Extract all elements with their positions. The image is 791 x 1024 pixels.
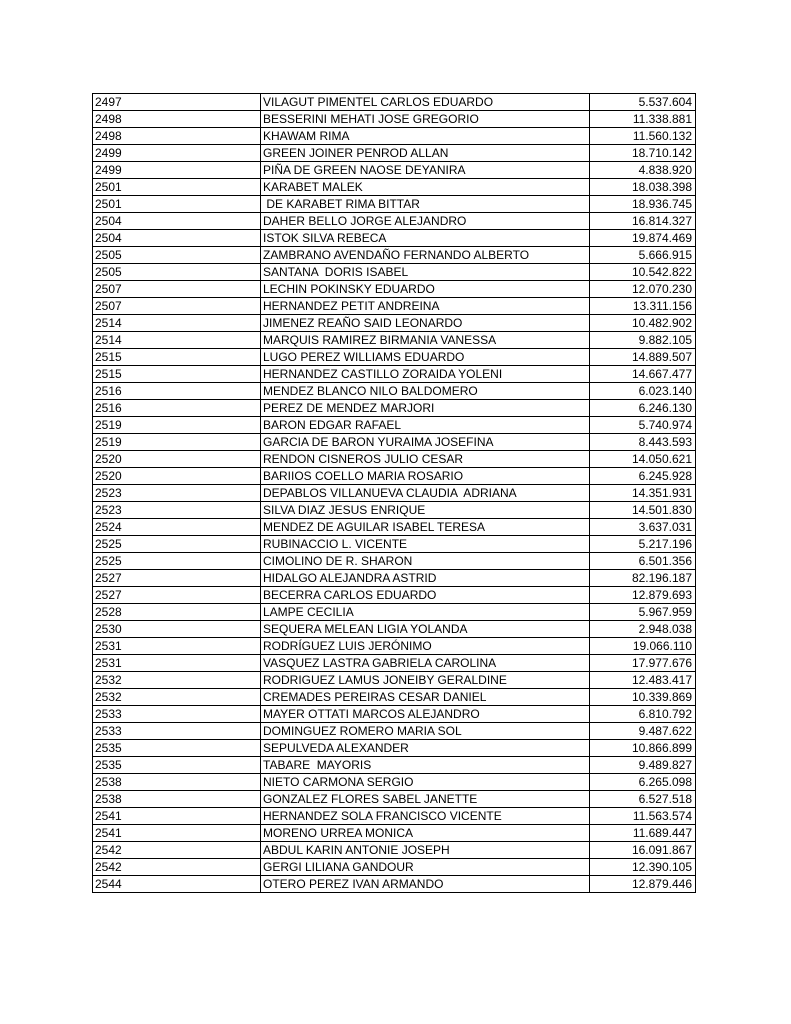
amount-cell: 17.977.676 xyxy=(590,655,696,672)
name-cell: LUGO PEREZ WILLIAMS EDUARDO xyxy=(261,349,590,366)
table-row xyxy=(93,417,696,434)
name-cell: CIMOLINO DE R. SHARON xyxy=(261,553,590,570)
table-row xyxy=(93,655,696,672)
name-cell: SILVA DIAZ JESUS ENRIQUE xyxy=(261,502,590,519)
name-cell: GONZALEZ FLORES SABEL JANETTE xyxy=(261,791,590,808)
name-cell: BESSERINI MEHATI JOSE GREGORIO xyxy=(261,111,590,128)
amount-cell: 5.217.196 xyxy=(590,536,696,553)
amount-cell: 6.023.140 xyxy=(590,383,696,400)
name-cell: ZAMBRANO AVENDAÑO FERNANDO ALBERTO xyxy=(261,247,590,264)
amount-cell: 14.667.477 xyxy=(590,366,696,383)
amount-cell: 14.501.830 xyxy=(590,502,696,519)
table-row xyxy=(93,553,696,570)
table-row xyxy=(93,213,696,230)
code-cell: 2523 xyxy=(93,502,261,519)
code-cell: 2516 xyxy=(93,383,261,400)
name-cell: SANTANA DORIS ISABEL xyxy=(261,264,590,281)
code-cell: 2499 xyxy=(93,162,261,179)
name-cell: RODRÍGUEZ LUIS JERÓNIMO xyxy=(261,638,590,655)
name-cell: SEQUERA MELEAN LIGIA YOLANDA xyxy=(261,621,590,638)
name-cell: DE KARABET RIMA BITTAR xyxy=(261,196,590,213)
amount-cell: 16.814.327 xyxy=(590,213,696,230)
table-row xyxy=(93,519,696,536)
code-cell: 2533 xyxy=(93,706,261,723)
amount-cell: 18.038.398 xyxy=(590,179,696,196)
table-row xyxy=(93,451,696,468)
table-row xyxy=(93,332,696,349)
code-cell: 2541 xyxy=(93,825,261,842)
amount-cell: 10.339.869 xyxy=(590,689,696,706)
records-table xyxy=(92,93,696,893)
name-cell: PEREZ DE MENDEZ MARJORI xyxy=(261,400,590,417)
code-cell: 2501 xyxy=(93,196,261,213)
amount-cell: 10.482.902 xyxy=(590,315,696,332)
table-row xyxy=(93,825,696,842)
amount-cell: 6.265.098 xyxy=(590,774,696,791)
table-row xyxy=(93,349,696,366)
code-cell: 2519 xyxy=(93,434,261,451)
table-row xyxy=(93,536,696,553)
amount-cell: 5.537.604 xyxy=(590,94,696,111)
name-cell: LECHIN POKINSKY EDUARDO xyxy=(261,281,590,298)
amount-cell: 11.563.574 xyxy=(590,808,696,825)
records-table-body xyxy=(93,94,696,893)
name-cell: DEPABLOS VILLANUEVA CLAUDIA ADRIANA xyxy=(261,485,590,502)
amount-cell: 6.810.792 xyxy=(590,706,696,723)
amount-cell: 9.882.105 xyxy=(590,332,696,349)
amount-cell: 11.338.881 xyxy=(590,111,696,128)
code-cell: 2535 xyxy=(93,757,261,774)
code-cell: 2530 xyxy=(93,621,261,638)
name-cell: DAHER BELLO JORGE ALEJANDRO xyxy=(261,213,590,230)
amount-cell: 5.740.974 xyxy=(590,417,696,434)
table-row xyxy=(93,723,696,740)
name-cell: BARON EDGAR RAFAEL xyxy=(261,417,590,434)
code-cell: 2504 xyxy=(93,213,261,230)
table-row xyxy=(93,400,696,417)
code-cell: 2527 xyxy=(93,570,261,587)
amount-cell: 12.483.417 xyxy=(590,672,696,689)
amount-cell: 2.948.038 xyxy=(590,621,696,638)
name-cell: MAYER OTTATI MARCOS ALEJANDRO xyxy=(261,706,590,723)
amount-cell: 5.666.915 xyxy=(590,247,696,264)
table-row xyxy=(93,366,696,383)
table-row xyxy=(93,247,696,264)
amount-cell: 9.489.827 xyxy=(590,757,696,774)
name-cell: VASQUEZ LASTRA GABRIELA CAROLINA xyxy=(261,655,590,672)
table-row xyxy=(93,621,696,638)
code-cell: 2527 xyxy=(93,587,261,604)
name-cell: KARABET MALEK xyxy=(261,179,590,196)
amount-cell: 6.245.928 xyxy=(590,468,696,485)
table-row xyxy=(93,468,696,485)
name-cell: VILAGUT PIMENTEL CARLOS EDUARDO xyxy=(261,94,590,111)
table-row xyxy=(93,876,696,893)
amount-cell: 11.689.447 xyxy=(590,825,696,842)
code-cell: 2531 xyxy=(93,655,261,672)
amount-cell: 12.070.230 xyxy=(590,281,696,298)
amount-cell: 10.542.822 xyxy=(590,264,696,281)
amount-cell: 12.879.446 xyxy=(590,876,696,893)
table-row xyxy=(93,502,696,519)
code-cell: 2514 xyxy=(93,332,261,349)
amount-cell: 18.936.745 xyxy=(590,196,696,213)
code-cell: 2507 xyxy=(93,281,261,298)
code-cell: 2535 xyxy=(93,740,261,757)
amount-cell: 11.560.132 xyxy=(590,128,696,145)
name-cell: CREMADES PEREIRAS CESAR DANIEL xyxy=(261,689,590,706)
name-cell: DOMINGUEZ ROMERO MARIA SOL xyxy=(261,723,590,740)
amount-cell: 6.501.356 xyxy=(590,553,696,570)
amount-cell: 10.866.899 xyxy=(590,740,696,757)
table-row xyxy=(93,264,696,281)
code-cell: 2498 xyxy=(93,111,261,128)
table-row xyxy=(93,128,696,145)
table-row xyxy=(93,383,696,400)
code-cell: 2519 xyxy=(93,417,261,434)
table-row xyxy=(93,587,696,604)
table-row xyxy=(93,315,696,332)
code-cell: 2504 xyxy=(93,230,261,247)
code-cell: 2525 xyxy=(93,536,261,553)
name-cell: ABDUL KARIN ANTONIE JOSEPH xyxy=(261,842,590,859)
code-cell: 2532 xyxy=(93,689,261,706)
name-cell: RUBINACCIO L. VICENTE xyxy=(261,536,590,553)
table-row xyxy=(93,672,696,689)
code-cell: 2525 xyxy=(93,553,261,570)
name-cell: BECERRA CARLOS EDUARDO xyxy=(261,587,590,604)
name-cell: MORENO URREA MONICA xyxy=(261,825,590,842)
code-cell: 2544 xyxy=(93,876,261,893)
code-cell: 2505 xyxy=(93,264,261,281)
name-cell: RENDON CISNEROS JULIO CESAR xyxy=(261,451,590,468)
table-row xyxy=(93,485,696,502)
name-cell: HIDALGO ALEJANDRA ASTRID xyxy=(261,570,590,587)
name-cell: HERNANDEZ PETIT ANDREINA xyxy=(261,298,590,315)
name-cell: GARCIA DE BARON YURAIMA JOSEFINA xyxy=(261,434,590,451)
name-cell: MENDEZ BLANCO NILO BALDOMERO xyxy=(261,383,590,400)
table-row xyxy=(93,757,696,774)
amount-cell: 13.311.156 xyxy=(590,298,696,315)
code-cell: 2531 xyxy=(93,638,261,655)
table-row xyxy=(93,808,696,825)
amount-cell: 9.487.622 xyxy=(590,723,696,740)
amount-cell: 8.443.593 xyxy=(590,434,696,451)
amount-cell: 14.351.931 xyxy=(590,485,696,502)
amount-cell: 19.066.110 xyxy=(590,638,696,655)
table-row xyxy=(93,740,696,757)
amount-cell: 12.390.105 xyxy=(590,859,696,876)
table-row xyxy=(93,145,696,162)
code-cell: 2532 xyxy=(93,672,261,689)
amount-cell: 14.889.507 xyxy=(590,349,696,366)
name-cell: GREEN JOINER PENROD ALLAN xyxy=(261,145,590,162)
code-cell: 2542 xyxy=(93,859,261,876)
code-cell: 2523 xyxy=(93,485,261,502)
amount-cell: 3.637.031 xyxy=(590,519,696,536)
table-row xyxy=(93,842,696,859)
code-cell: 2541 xyxy=(93,808,261,825)
name-cell: HERNANDEZ SOLA FRANCISCO VICENTE xyxy=(261,808,590,825)
code-cell: 2507 xyxy=(93,298,261,315)
table-row xyxy=(93,638,696,655)
code-cell: 2542 xyxy=(93,842,261,859)
name-cell: LAMPE CECILIA xyxy=(261,604,590,621)
name-cell: MENDEZ DE AGUILAR ISABEL TERESA xyxy=(261,519,590,536)
table-row xyxy=(93,162,696,179)
table-row xyxy=(93,859,696,876)
name-cell: TABARE MAYORIS xyxy=(261,757,590,774)
table-row xyxy=(93,111,696,128)
name-cell: PIÑA DE GREEN NAOSE DEYANIRA xyxy=(261,162,590,179)
code-cell: 2501 xyxy=(93,179,261,196)
amount-cell: 19.874.469 xyxy=(590,230,696,247)
name-cell: RODRIGUEZ LAMUS JONEIBY GERALDINE xyxy=(261,672,590,689)
name-cell: ISTOK SILVA REBECA xyxy=(261,230,590,247)
name-cell: SEPULVEDA ALEXANDER xyxy=(261,740,590,757)
amount-cell: 6.527.518 xyxy=(590,791,696,808)
table-row xyxy=(93,281,696,298)
amount-cell: 14.050.621 xyxy=(590,451,696,468)
table-row xyxy=(93,196,696,213)
code-cell: 2505 xyxy=(93,247,261,264)
table-row xyxy=(93,570,696,587)
code-cell: 2515 xyxy=(93,366,261,383)
name-cell: JIMENEZ REAÑO SAID LEONARDO xyxy=(261,315,590,332)
amount-cell: 12.879.693 xyxy=(590,587,696,604)
amount-cell: 4.838.920 xyxy=(590,162,696,179)
table-row xyxy=(93,706,696,723)
table-row xyxy=(93,179,696,196)
code-cell: 2528 xyxy=(93,604,261,621)
code-cell: 2533 xyxy=(93,723,261,740)
code-cell: 2499 xyxy=(93,145,261,162)
name-cell: BARIIOS COELLO MARIA ROSARIO xyxy=(261,468,590,485)
table-row xyxy=(93,689,696,706)
code-cell: 2516 xyxy=(93,400,261,417)
table-row xyxy=(93,604,696,621)
table-row xyxy=(93,94,696,111)
table-row xyxy=(93,774,696,791)
table-row xyxy=(93,298,696,315)
code-cell: 2498 xyxy=(93,128,261,145)
name-cell: MARQUIS RAMIREZ BIRMANIA VANESSA xyxy=(261,332,590,349)
code-cell: 2520 xyxy=(93,468,261,485)
table-row xyxy=(93,791,696,808)
amount-cell: 82.196.187 xyxy=(590,570,696,587)
name-cell: KHAWAM RIMA xyxy=(261,128,590,145)
code-cell: 2514 xyxy=(93,315,261,332)
code-cell: 2538 xyxy=(93,774,261,791)
table-row xyxy=(93,434,696,451)
name-cell: NIETO CARMONA SERGIO xyxy=(261,774,590,791)
amount-cell: 5.967.959 xyxy=(590,604,696,621)
amount-cell: 18.710.142 xyxy=(590,145,696,162)
code-cell: 2538 xyxy=(93,791,261,808)
code-cell: 2520 xyxy=(93,451,261,468)
table-row xyxy=(93,230,696,247)
code-cell: 2515 xyxy=(93,349,261,366)
code-cell: 2524 xyxy=(93,519,261,536)
name-cell: GERGI LILIANA GANDOUR xyxy=(261,859,590,876)
amount-cell: 6.246.130 xyxy=(590,400,696,417)
code-cell: 2497 xyxy=(93,94,261,111)
name-cell: HERNANDEZ CASTILLO ZORAIDA YOLENI xyxy=(261,366,590,383)
amount-cell: 16.091.867 xyxy=(590,842,696,859)
name-cell: OTERO PEREZ IVAN ARMANDO xyxy=(261,876,590,893)
